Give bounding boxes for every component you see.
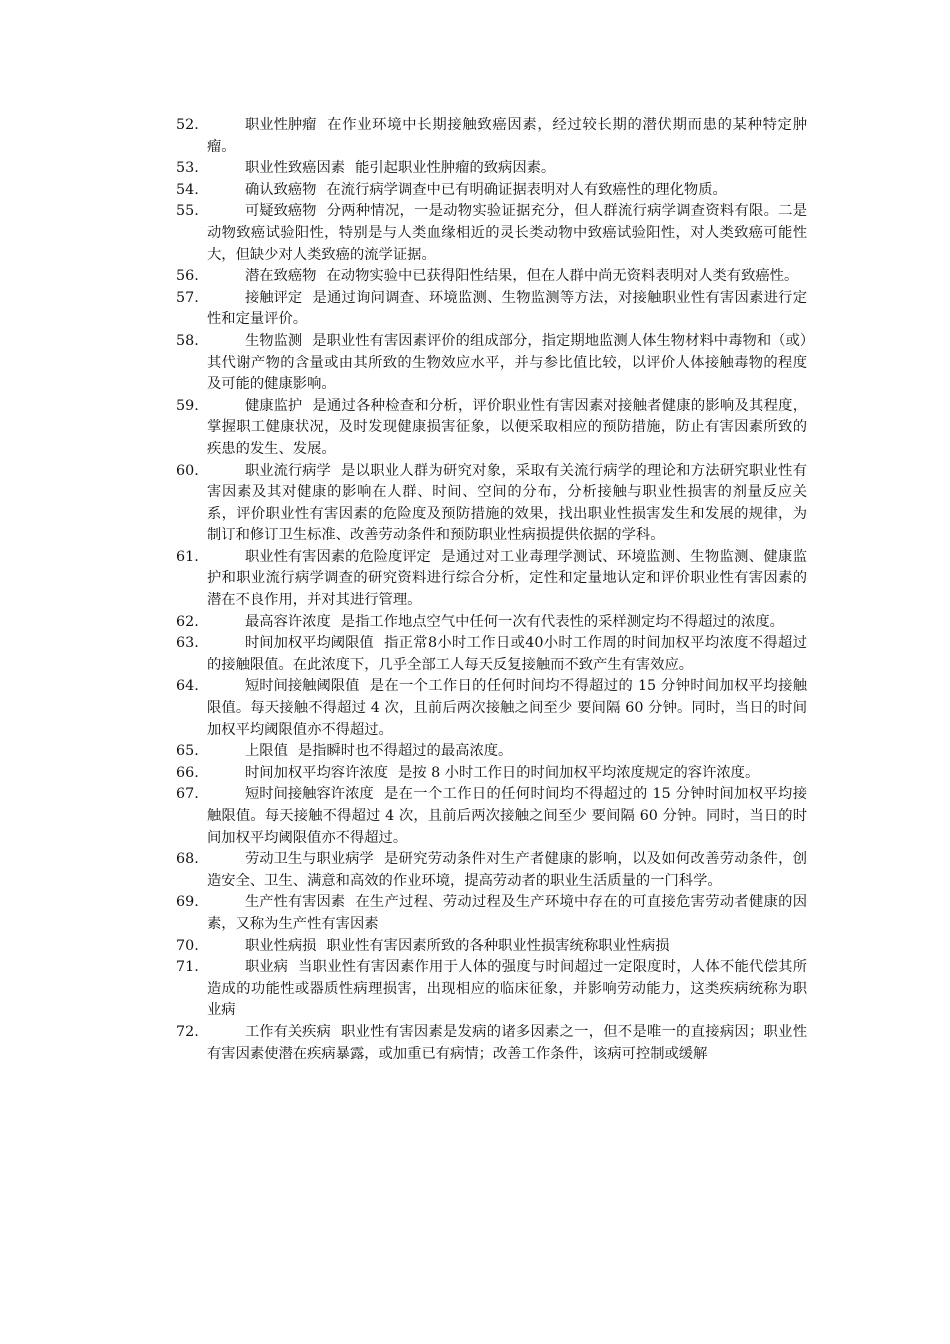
entry-definition: 是研究劳动条件对生产者健康的影响，以及如何改善劳动条件，创造安全、卫生、满意和高效的作业环境，提高劳动者的职业生活质量的一门科学。	[207, 851, 807, 889]
entry-term: 职业性病损	[245, 937, 317, 954]
entry-definition: 能引起职业性肿瘤的致病因素。	[355, 160, 556, 177]
entry-term: 短时间接触阈限值	[245, 678, 360, 695]
definition-entry	[0, 115, 807, 158]
entry-term: 确认致癌物	[245, 181, 317, 198]
entry-definition: 在流行病学调查中已有明确证据表明对人有致癌性的理化物质。	[326, 181, 727, 198]
entry-definition: 是通过对工业毒理学测试、环境监测、生物监测、健康监护和职业流行病学调查的研究资料进行综合分析，定性和定量地认定和评价职业性有害因素的潜在不良作用，并对其进行管理。	[207, 548, 807, 609]
entry-term: 职业病	[245, 959, 288, 976]
entry-term: 职业性肿瘤	[245, 117, 317, 133]
definition-entry	[0, 892, 807, 935]
entry-definition: 职业性有害因素所致的各种职业性损害统称职业性病损	[326, 937, 670, 954]
entry-number: 69.	[176, 894, 199, 911]
entry-number: 65.	[176, 743, 199, 760]
definition-entry	[0, 957, 807, 1022]
entry-term: 最高容许浓度	[245, 613, 331, 630]
entry-definition: 是在一个工作日的任何时间均不得超过的 15 分钟时间加权平均接触限值。每天接触不得超过 4 次，且前后两次接触之间至少 要间隔 60 分钟。同时，当日的时间加权平均阈限值亦不得超过。	[207, 786, 807, 846]
definition-entry	[0, 633, 807, 676]
entry-term: 劳动卫生与职业病学	[245, 851, 374, 868]
definition-entry	[0, 201, 807, 266]
definition-entry	[0, 547, 807, 612]
entry-number: 60.	[176, 462, 199, 479]
definition-entry	[0, 331, 807, 396]
definition-entry	[0, 158, 807, 180]
entry-number: 54.	[176, 181, 199, 198]
entry-number: 62.	[176, 613, 199, 630]
entry-number: 72.	[176, 1023, 199, 1040]
entry-definition: 是以职业人群为研究对象，采取有关流行病学的理论和方法研究职业性有害因素及其对健康的影响在人群、时间、空间的分布，分析接触与职业性损害的剂量反应关系，评价职业性有害因素的危险度及预防措施的效果，找出职业性损害发生和发展的规律，为制订和修订卫生标准、改善劳动条件和预防职业性病损提供依据的学科。	[207, 462, 807, 544]
entry-number: 56.	[176, 268, 199, 285]
definition-entry	[0, 784, 807, 849]
entry-number: 61.	[176, 548, 199, 565]
entry-definition: 当职业性有害因素作用于人体的强度与时间超过一定限度时，人体不能代偿其所造成的功能性或器质性病理损害，出现相应的临床征象，并影响劳动能力，这类疾病统称为职业病	[207, 959, 807, 1019]
entry-definition: 是通过询问调查、环境监测、生物监测等方法，对接触职业性有害因素进行定性和定量评价。	[207, 289, 807, 328]
entry-number: 64.	[176, 678, 199, 695]
definition-entry	[0, 461, 807, 547]
entry-term: 职业性致癌因素	[245, 160, 346, 177]
entry-definition: 在生产过程、劳动过程及生产环境中存在的可直接危害劳动者健康的因素，又称为生产性有害因素	[207, 894, 807, 932]
entry-number: 71.	[176, 959, 199, 976]
definition-entry	[0, 1022, 807, 1065]
entry-number: 52.	[176, 117, 199, 133]
entry-definition: 是通过各种检查和分析，评价职业性有害因素对接触者健康的影响及其程度，掌握职工健康状况，及时发现健康损害征象，以便采取相应的预防措施，防止有害因素所致的疾患的发生、发展。	[207, 397, 807, 457]
entry-definition: 是职业性有害因素评价的组成部分，指定期地监测人体生物材料中毒物和（或）其代谢产物的含量或由其所致的生物效应水平，并与参比值比较，以评价人体接触毒物的程度及可能的健康影响。	[207, 332, 807, 393]
entry-number: 58.	[176, 332, 199, 349]
entry-term: 健康监护	[245, 397, 303, 414]
entry-term: 潜在致癌物	[245, 268, 317, 285]
definition-entry	[0, 396, 807, 461]
entry-term: 生产性有害因素	[245, 894, 346, 911]
entry-definition: 分两种情况，一是动物实验证据充分，但人群流行病学调查资料有限。二是动物致癌试验阳性，特别是与人类血缘相近的灵长类动物中致癌试验阳性，对人类致癌可能性大，但缺少对人类致癌的流学证据。	[207, 203, 807, 263]
definition-entry	[0, 288, 807, 331]
definition-entry	[0, 936, 807, 958]
entry-term: 职业性有害因素的危险度评定	[245, 548, 431, 565]
definition-entry	[0, 763, 807, 785]
entry-definition: 是指瞬时也不得超过的最高浓度。	[297, 743, 513, 760]
entry-term: 时间加权平均阈限值	[245, 635, 374, 652]
entry-number: 63.	[176, 635, 199, 652]
definition-entry	[0, 849, 807, 892]
entry-term: 上限值	[245, 743, 288, 760]
entry-number: 70.	[176, 937, 199, 954]
entry-term: 工作有关疾病	[245, 1023, 331, 1040]
entry-number: 59.	[176, 397, 199, 414]
definition-entry	[0, 676, 807, 741]
entry-term: 接触评定	[245, 289, 303, 306]
definition-entry	[0, 266, 807, 288]
entry-definition: 指正常8小时工作日或40小时工作周的时间加权平均浓度不得超过的接触限值。在此浓度下，几乎全部工人每天反复接触而不致产生有害效应。	[207, 635, 807, 673]
entry-term: 生物监测	[245, 332, 303, 349]
entry-term: 时间加权平均容许浓度	[245, 764, 388, 781]
entry-definition: 是在一个工作日的任何时间均不得超过的 15 分钟时间加权平均接触限值。每天接触不得超过 4 次，且前后两次接触之间至少 要间隔 60 分钟。同时，当日的时间加权平均阈限值亦不得超过。	[207, 678, 807, 738]
entry-term: 短时间接触容许浓度	[245, 786, 374, 803]
definition-entry	[0, 741, 807, 763]
entry-number: 67.	[176, 786, 199, 803]
definition-entry	[0, 180, 807, 202]
entry-number: 66.	[176, 764, 199, 781]
entry-number: 68.	[176, 851, 199, 868]
definition-list	[0, 115, 950, 1065]
entry-definition: 在动物实验中已获得阳性结果，但在人群中尚无资料表明对人类有致癌性。	[326, 268, 799, 285]
entry-number: 57.	[176, 289, 199, 306]
entry-definition: 是指工作地点空气中任何一次有代表性的采样测定均不得超过的浓度。	[340, 613, 784, 630]
entry-number: 53.	[176, 160, 199, 177]
entry-definition: 职业性有害因素是发病的诸多因素之一，但不是唯一的直接病因；职业性有害因素使潜在疾病暴露，或加重已有病情；改善工作条件，该病可控制或缓解	[207, 1023, 807, 1062]
definition-entry	[0, 612, 807, 634]
entry-definition: 在作业环境中长期接触致癌因素，经过较长期的潜伏期而患的某种特定肿瘤。	[207, 117, 807, 155]
entry-definition: 是按 8 小时工作日的时间加权平均浓度规定的容许浓度。	[397, 764, 760, 781]
entry-term: 职业流行病学	[245, 462, 331, 479]
entry-number: 55.	[176, 203, 199, 220]
entry-term: 可疑致癌物	[245, 203, 317, 220]
